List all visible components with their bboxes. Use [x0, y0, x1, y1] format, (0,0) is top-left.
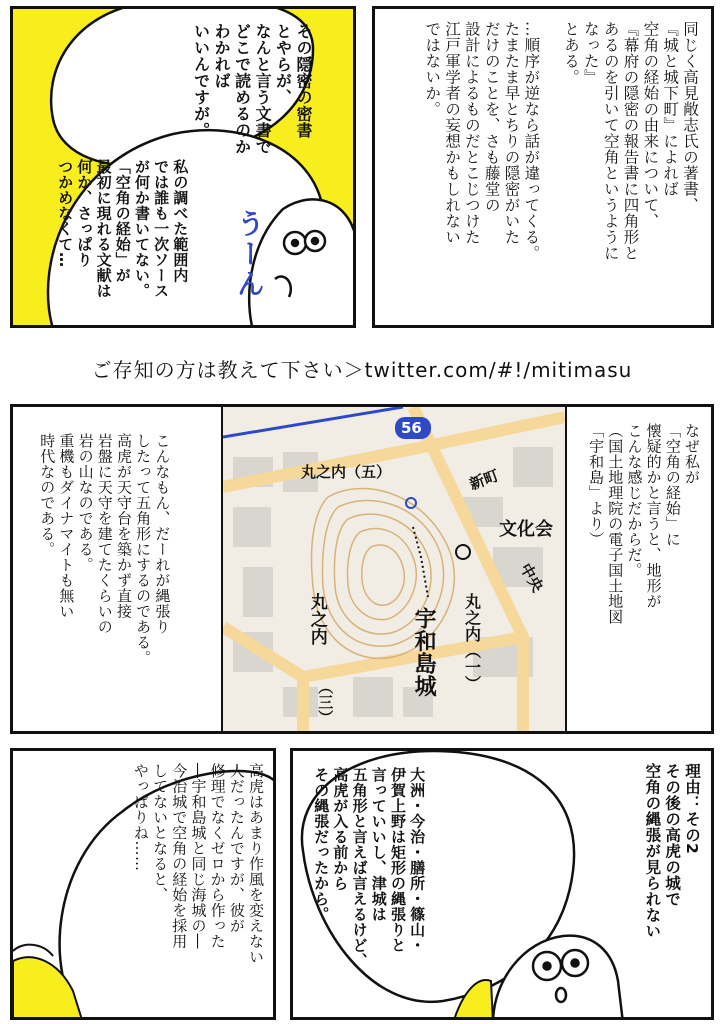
- route-label: 56: [401, 419, 422, 437]
- map-label-marunouchi5: 丸之内（五）: [301, 463, 392, 481]
- map-label-castle: 宇和島城: [411, 607, 437, 697]
- bubble-text: 高虎はあまり作風を変えない 人だったんですが、彼が 修理でなくゼロから作った ―宇和島城と同じ海城の― 今治城で空角の経始を採用 してないとなると、 やっぱりね……: [131, 763, 265, 965]
- map-label-bunka: 文化会: [499, 519, 553, 540]
- map-image: [221, 407, 567, 733]
- narration-reason-2: 理由：その2 その後の高虎の城で 空角の縄張が見られない: [643, 763, 701, 939]
- panel-2: [372, 6, 714, 328]
- panel-4: [10, 748, 276, 1020]
- map-label-marunouchi-left: 丸之内: [306, 593, 327, 646]
- terrain-commentary-text: こんなもん、だーれが縄張り したって五角形にするのである。 高虎が天守台を築かず直接 岩盤に天守を建てたくらいの 岩の山なのである。 重機もダイナマイトも無い 時代なのである。: [38, 433, 172, 666]
- bubble-bottom-text: 私の調べた範囲内 では誰も一次ソース が何か書いてない。 「空角の経始」が 最初に現れる文献は 何か、さっぱり つかめなくて…: [56, 159, 190, 299]
- bubble-text: 大洲・今治・膳所・篠山・ 伊賀上野は矩形の縄張りと 言っていいし、津城は 五角形と言えば言えるけど、 高虎が入る前から その縄張だったから。: [312, 767, 427, 969]
- map-drawing: [223, 407, 565, 733]
- bubble-top-text: その隠密の密書 とやらが、 なんと言う文書で どこで読めるのか わかれば いいんですが。: [191, 23, 313, 155]
- narration-text: 同じく高見敞志氏の著書、 『城と城下町』によれば 空角の経始の由来について、 『幕府の隠密の報告書に四角形と あるのを引いて空角というように なった』 とある。 …順序が逆なら話が違ってくる。 たまたま早とちりの隠密がいた だけのことを、さも藤堂の 設計によるものだとこじつけた 江戸軍学者の妄想かもしれない ではないか。: [423, 21, 699, 261]
- panel-3: [10, 404, 714, 734]
- panel-1: [10, 6, 356, 328]
- map-label-chuo: 中央: [516, 560, 547, 596]
- map-label-shinmachi: 新町: [466, 466, 502, 494]
- map-explanation-text: なぜ私が 「空角の経始」に 懐疑的かと言うと、地形が こんな感じだからだ。 （国土地理院の電子国土地図 「宇和島」より）: [587, 423, 701, 625]
- map-label-marunouchi1: 丸之内（一）: [462, 593, 482, 692]
- sfx-uun: うーん: [232, 209, 266, 299]
- map-label-san: （三）: [316, 679, 335, 726]
- caption-twitter: ご存知の方は教えて下さい＞twitter.com/#!/mitimasu: [91, 358, 633, 382]
- panel-5: [290, 748, 714, 1020]
